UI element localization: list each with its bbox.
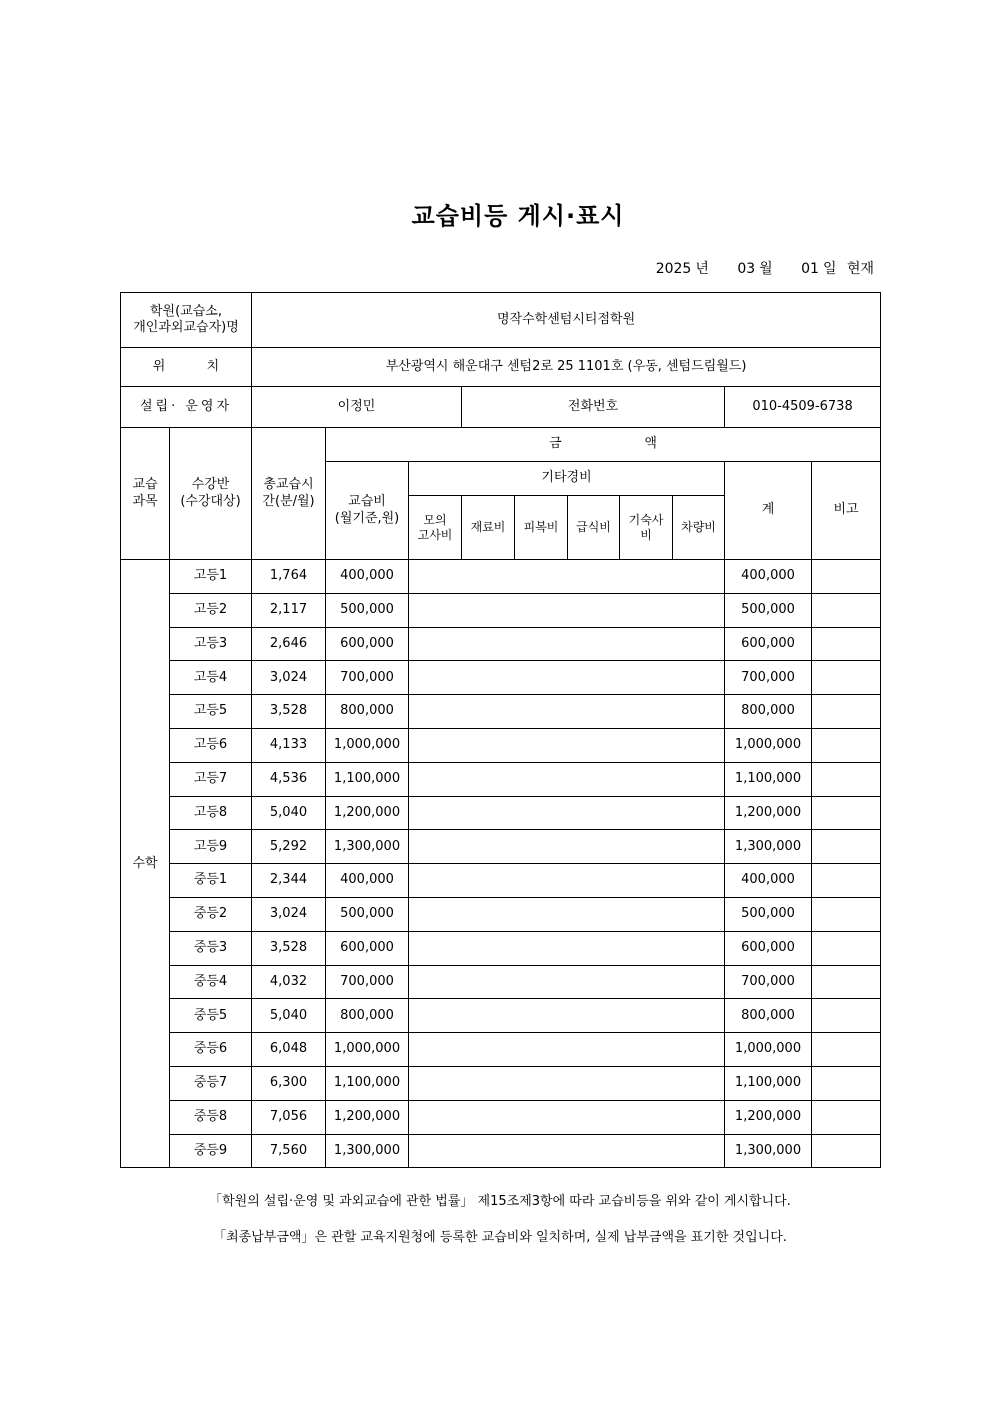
dorm-header-line1: 기숙사 [628, 512, 664, 527]
other-costs-header: 기타경비 [409, 462, 725, 496]
table-row [121, 661, 881, 695]
time-header [252, 428, 326, 560]
note-cell [812, 593, 881, 627]
table-row [121, 931, 881, 965]
total-cell: 1,000,000 [725, 728, 812, 762]
time-cell: 4,032 [252, 965, 326, 999]
tuition-cell: 1,300,000 [326, 830, 409, 864]
note-cell [812, 1033, 881, 1067]
tuition-cell: 500,000 [326, 593, 409, 627]
note-cell [812, 762, 881, 796]
class-cell: 중등7 [170, 1066, 252, 1100]
table-row [121, 762, 881, 796]
note-header: 비고 [812, 462, 881, 560]
note-cell [812, 897, 881, 931]
table-row [121, 864, 881, 898]
time-cell: 5,040 [252, 796, 326, 830]
page-title: 교습비등 게시·표시 [411, 202, 625, 230]
total-cell: 1,300,000 [725, 830, 812, 864]
table-row [121, 1100, 881, 1134]
class-cell: 중등9 [170, 1134, 252, 1168]
other-costs-cell [409, 762, 725, 796]
time-cell: 5,292 [252, 830, 326, 864]
time-header-line1: 총교습시 [263, 477, 314, 493]
note-cell [812, 560, 881, 594]
date-year: 2025 [655, 261, 692, 277]
subject-cell: 수학 [121, 560, 170, 1168]
class-cell: 고등7 [170, 762, 252, 796]
table-row [121, 830, 881, 864]
tuition-cell: 700,000 [326, 965, 409, 999]
class-cell: 중등8 [170, 1100, 252, 1134]
time-cell: 2,117 [252, 593, 326, 627]
table-row [121, 593, 881, 627]
table-row [121, 965, 881, 999]
note-cell [812, 728, 881, 762]
table-row [121, 695, 881, 729]
class-cell: 고등1 [170, 560, 252, 594]
total-cell: 1,100,000 [725, 762, 812, 796]
time-cell: 4,133 [252, 728, 326, 762]
founder-label: 설립· 운영자 [121, 387, 252, 428]
founder-value: 이정민 [252, 387, 462, 428]
academy-name-row [121, 293, 881, 348]
tuition-cell: 1,000,000 [326, 728, 409, 762]
note-cell [812, 661, 881, 695]
mock-header-line2: 고사비 [417, 527, 453, 542]
total-cell: 500,000 [725, 897, 812, 931]
tuition-cell: 800,000 [326, 999, 409, 1033]
other-costs-cell [409, 864, 725, 898]
uniform-header: 피복비 [515, 496, 568, 560]
location-value: 부산광역시 해운대구 센텀2로 25 1101호 (우동, 센텀드림월드) [252, 348, 881, 387]
other-costs-cell [409, 931, 725, 965]
table-row [121, 1033, 881, 1067]
location-row [121, 348, 881, 387]
location-label-text: 위 치 [152, 358, 220, 374]
total-cell: 800,000 [725, 999, 812, 1033]
phone-label: 전화번호 [462, 387, 725, 428]
time-cell: 3,024 [252, 897, 326, 931]
class-cell: 중등6 [170, 1033, 252, 1067]
table-row [121, 999, 881, 1033]
class-cell: 중등5 [170, 999, 252, 1033]
other-costs-cell [409, 560, 725, 594]
class-cell: 고등6 [170, 728, 252, 762]
class-cell: 고등4 [170, 661, 252, 695]
note-cell [812, 931, 881, 965]
tuition-header [326, 462, 409, 560]
tuition-table [120, 292, 881, 1168]
tuition-cell: 1,300,000 [326, 1134, 409, 1168]
table-row [121, 1134, 881, 1168]
tuition-cell: 1,100,000 [326, 1066, 409, 1100]
founder-row [121, 387, 881, 428]
tuition-rows [121, 560, 881, 1168]
total-cell: 700,000 [725, 965, 812, 999]
tuition-cell: 500,000 [326, 897, 409, 931]
vehicle-header: 차량비 [673, 496, 725, 560]
phone-value: 010-4509-6738 [725, 387, 881, 428]
time-cell: 7,056 [252, 1100, 326, 1134]
total-cell: 1,100,000 [725, 1066, 812, 1100]
note-cell [812, 830, 881, 864]
class-cell: 고등9 [170, 830, 252, 864]
other-costs-cell [409, 695, 725, 729]
note-cell [812, 965, 881, 999]
total-cell: 800,000 [725, 695, 812, 729]
date-suffix: 현재 [846, 261, 874, 277]
other-costs-cell [409, 1066, 725, 1100]
note-cell [812, 695, 881, 729]
meal-header: 급식비 [568, 496, 620, 560]
time-cell: 1,764 [252, 560, 326, 594]
table-row [121, 897, 881, 931]
note-cell [812, 1066, 881, 1100]
total-cell: 500,000 [725, 593, 812, 627]
total-header: 계 [725, 462, 812, 560]
tuition-cell: 800,000 [326, 695, 409, 729]
total-cell: 1,200,000 [725, 1100, 812, 1134]
note-cell [812, 1100, 881, 1134]
table-row [121, 1066, 881, 1100]
date-month: 03 [737, 261, 756, 277]
other-costs-cell [409, 593, 725, 627]
other-costs-cell [409, 965, 725, 999]
total-cell: 400,000 [725, 864, 812, 898]
class-header-line1: 수강반 [191, 477, 230, 493]
subject-header-line1: 교습 [132, 477, 158, 493]
other-costs-cell [409, 830, 725, 864]
tuition-cell: 700,000 [326, 661, 409, 695]
class-cell: 고등3 [170, 627, 252, 661]
academy-name-value: 명작수학센텀시티점학원 [252, 293, 881, 348]
table-row [121, 796, 881, 830]
total-cell: 600,000 [725, 627, 812, 661]
time-cell: 2,646 [252, 627, 326, 661]
class-cell: 중등1 [170, 864, 252, 898]
tuition-cell: 1,200,000 [326, 1100, 409, 1134]
tuition-cell: 400,000 [326, 560, 409, 594]
time-cell: 6,048 [252, 1033, 326, 1067]
academy-label-line1: 학원(교습소, [150, 303, 222, 319]
other-costs-cell [409, 897, 725, 931]
time-cell: 3,528 [252, 931, 326, 965]
tuition-cell: 600,000 [326, 931, 409, 965]
amount-header [326, 428, 881, 462]
class-cell: 고등5 [170, 695, 252, 729]
date-year-unit: 년 [695, 261, 709, 277]
total-cell: 1,000,000 [725, 1033, 812, 1067]
mock-exam-header [409, 496, 462, 560]
time-header-line2: 간(분/월) [262, 493, 315, 509]
total-cell: 1,200,000 [725, 796, 812, 830]
time-cell: 7,560 [252, 1134, 326, 1168]
class-header-line2: (수강대상) [180, 493, 241, 509]
material-header: 재료비 [462, 496, 515, 560]
other-costs-cell [409, 627, 725, 661]
total-cell: 700,000 [725, 661, 812, 695]
time-cell: 4,536 [252, 762, 326, 796]
dorm-header-line2: 비 [640, 527, 652, 542]
class-cell: 중등4 [170, 965, 252, 999]
academy-label-line2: 개인과외교습자)명 [133, 320, 239, 335]
date-day: 01 [801, 261, 819, 277]
note-cell [812, 796, 881, 830]
mock-header-line1: 모의 [423, 512, 447, 527]
legal-note: 「학원의 설립·운영 및 과외교습에 관한 법률」 제15조제3항에 따라 교습비등을 위와 같이 게시합니다. [209, 1194, 791, 1209]
class-cell: 고등8 [170, 796, 252, 830]
time-cell: 3,528 [252, 695, 326, 729]
note-cell [812, 999, 881, 1033]
tuition-cell: 1,200,000 [326, 796, 409, 830]
date-month-unit: 월 [759, 261, 773, 277]
note-cell [812, 627, 881, 661]
total-cell: 400,000 [725, 560, 812, 594]
class-header [170, 428, 252, 560]
payment-note: 「최종납부금액」은 관할 교육지원청에 등록한 교습비와 일치하며, 실제 납부금액을 표기한 것입니다. [213, 1230, 787, 1245]
table-row [121, 728, 881, 762]
subject-header-line2: 과목 [132, 493, 158, 509]
table-row [121, 627, 881, 661]
class-cell: 중등2 [170, 897, 252, 931]
tuition-header-line1: 교습비 [348, 494, 386, 510]
subject-header [121, 428, 170, 560]
other-costs-cell [409, 999, 725, 1033]
other-costs-cell [409, 661, 725, 695]
tuition-header-line2: (월기준,원) [334, 510, 400, 526]
total-cell: 1,300,000 [725, 1134, 812, 1168]
time-cell: 2,344 [252, 864, 326, 898]
location-label [121, 348, 252, 387]
as-of-date [652, 258, 874, 278]
time-cell: 5,040 [252, 999, 326, 1033]
total-cell: 600,000 [725, 931, 812, 965]
other-costs-cell [409, 1033, 725, 1067]
amount-header-text: 금 액 [549, 436, 657, 452]
note-cell [812, 1134, 881, 1168]
date-day-unit: 일 [822, 261, 837, 277]
dorm-header [620, 496, 673, 560]
other-costs-cell [409, 1134, 725, 1168]
class-cell: 중등3 [170, 931, 252, 965]
tuition-cell: 1,100,000 [326, 762, 409, 796]
other-costs-cell [409, 1100, 725, 1134]
class-cell: 고등2 [170, 593, 252, 627]
other-costs-cell [409, 796, 725, 830]
time-cell: 6,300 [252, 1066, 326, 1100]
academy-name-label [121, 293, 252, 348]
time-cell: 3,024 [252, 661, 326, 695]
tuition-cell: 600,000 [326, 627, 409, 661]
other-costs-cell [409, 728, 725, 762]
note-cell [812, 864, 881, 898]
tuition-cell: 1,000,000 [326, 1033, 409, 1067]
header-row-1 [121, 428, 881, 462]
table-row [121, 560, 881, 594]
tuition-cell: 400,000 [326, 864, 409, 898]
